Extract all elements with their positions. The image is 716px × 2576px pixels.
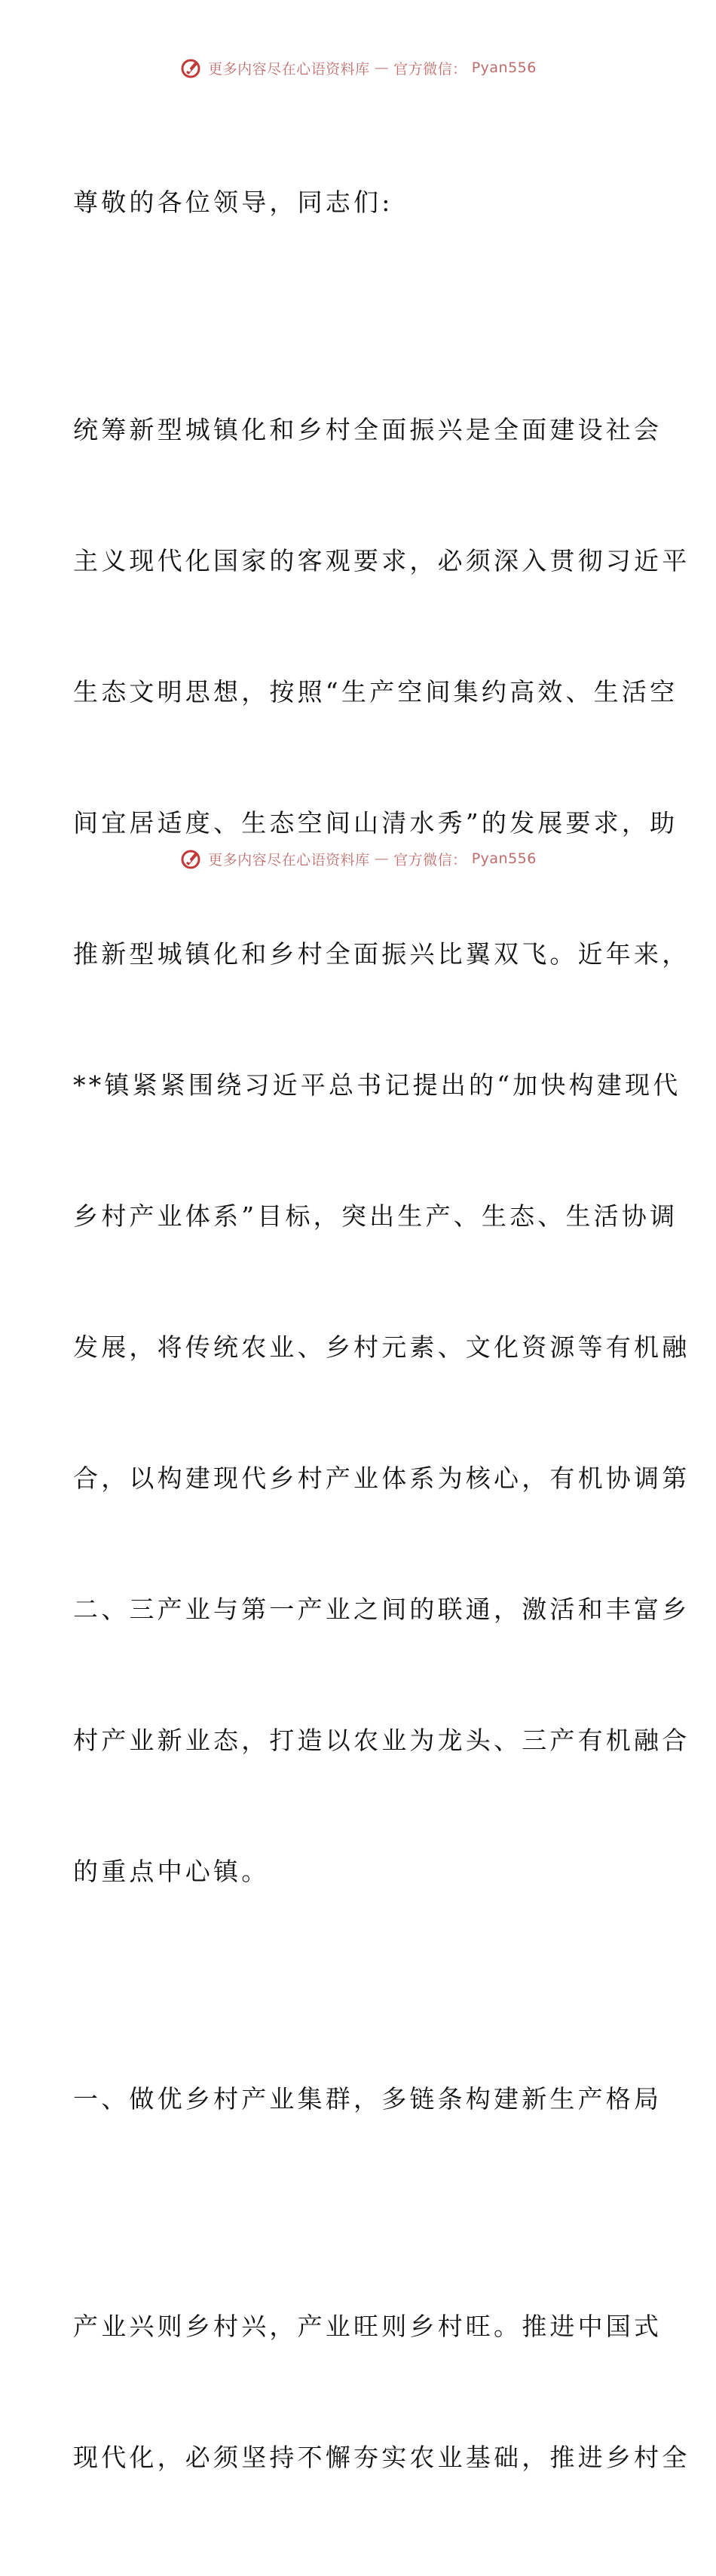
- paragraph-intro: [73, 321, 690, 1981]
- text-line: 发展，将传统农业、乡村元素、文化资源等有机融: [73, 1332, 690, 1362]
- text-line: 二、三产业与第一产业之间的联通，激活和丰富乡: [73, 1595, 690, 1624]
- text-line: 推新型城镇化和乡村全面振兴比翼双飞。近年来，: [73, 939, 690, 969]
- watermark-site-text: 更多内容尽在心语资料库: [208, 851, 370, 868]
- watermark-wechat-id: Pyan556: [471, 60, 537, 76]
- watermark-wechat-label: 官方微信：: [393, 60, 467, 78]
- watermark-site-text: 更多内容尽在心语资料库: [208, 60, 370, 78]
- paragraph-section1: [73, 2217, 690, 2567]
- leaf-pen-logo-icon: [179, 56, 203, 80]
- text-line: 的重点中心镇。: [73, 1857, 270, 1886]
- heading-line: 一、做优乡村产业集群，多链条构建新生产格局: [73, 2084, 662, 2114]
- greeting-line: 尊敬的各位领导，同志们:: [73, 188, 393, 217]
- footer-watermark: [0, 844, 716, 874]
- watermark-wechat-label: 官方微信：: [393, 851, 467, 868]
- section-heading: [73, 1990, 662, 2208]
- greeting: [73, 93, 646, 312]
- header-watermark: [0, 53, 716, 83]
- text-line: 间宜居适度、生态空间山清水秀”的发展要求，助: [73, 808, 678, 838]
- leaf-pen-logo-icon: [179, 847, 203, 871]
- text-line: 主义现代化国家的客观要求，必须深入贯彻习近平: [73, 546, 690, 575]
- watermark-separator: —: [374, 850, 390, 867]
- text-line: 乡村产业体系”目标，突出生产、生态、生活协调: [73, 1201, 678, 1231]
- text-line: 合，以构建现代乡村产业体系为核心，有机协调第: [73, 1463, 690, 1493]
- text-line: 生态文明思想，按照“生产空间集约高效、生活空: [73, 677, 678, 707]
- text-line: **镇紧紧围绕习近平总书记提出的“加快构建现代: [73, 1070, 681, 1100]
- watermark-wechat-id: Pyan556: [471, 850, 537, 867]
- text-line: 现代化，必须坚持不懈夯实农业基础，推进乡村全: [73, 2443, 690, 2472]
- text-line: 村产业新业态，打造以农业为龙头、三产有机融合: [73, 1726, 690, 1755]
- text-line: 产业兴则乡村兴，产业旺则乡村旺。推进中国式: [73, 2312, 662, 2341]
- text-line: 统筹新型城镇化和乡村全面振兴是全面建设社会: [73, 415, 662, 444]
- watermark-separator: —: [374, 60, 390, 76]
- document-body: [73, 93, 690, 2576]
